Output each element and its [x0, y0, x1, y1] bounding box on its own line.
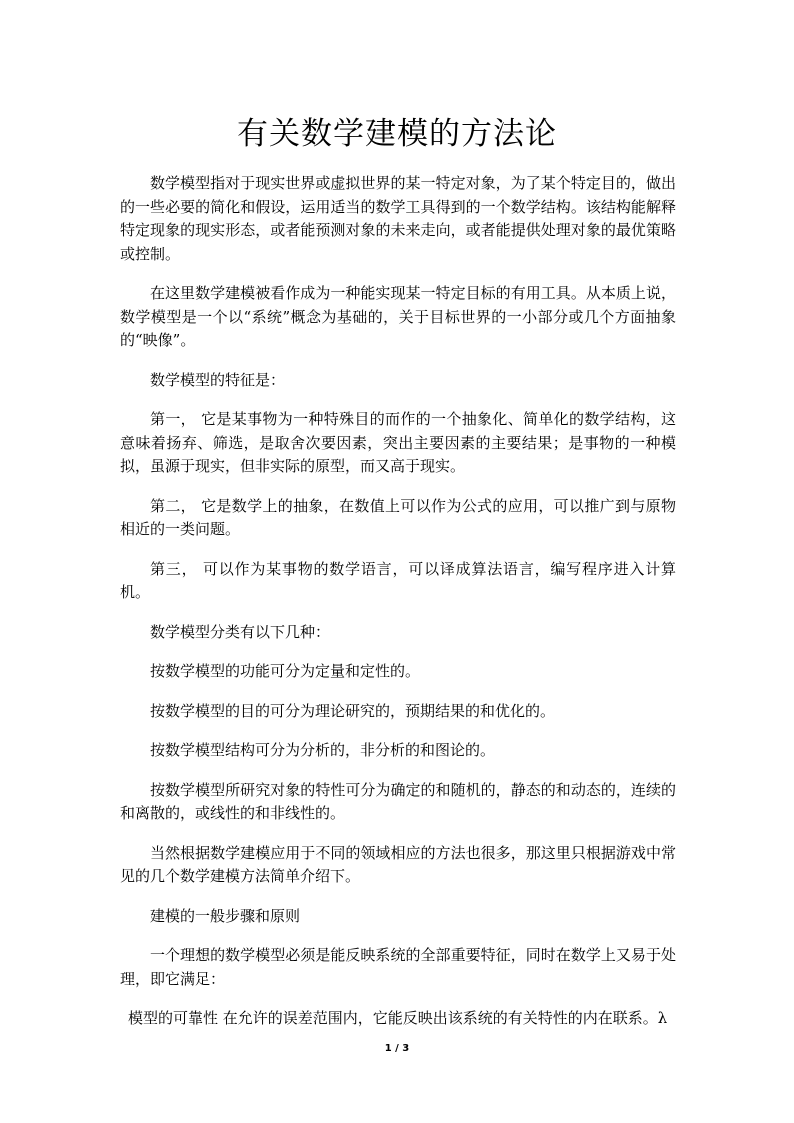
paragraph: 当然根据数学建模应用于不同的领域相应的方法也很多，那这里只根据游戏中常见的几个数学建模方法简单介绍下。	[120, 843, 676, 885]
paragraph: 数学模型分类有以下几种：	[150, 622, 331, 641]
document-body	[120, 172, 676, 1047]
paragraph: 在这里数学建模被看作成为一种能实现某一特定目标的有用工具。从本质上说，数学模型是一个以“系统”概念为基础的，关于目标世界的一小部分或几个方面抽象的“映像”。	[120, 284, 676, 349]
section-heading: 建模的一般步骤和原则	[150, 906, 301, 925]
paragraph: 第一， 它是某事物为一种特殊目的而作的一个抽象化、简单化的数学结构，这意味着扬弃、筛选，是取舍次要因素，突出主要因素的主要结果；是事物的一种模拟，虽源于现实，但非实际的原型，而又高于现实。	[120, 410, 676, 475]
paragraph: 按数学模型结构可分为分析的，非分析的和图论的。	[150, 741, 496, 759]
paragraph: 第三， 可以作为某事物的数学语言，可以译成算法语言，编写程序进入计算机。	[120, 559, 676, 601]
paragraph-last: 模型的可靠性 在允许的误差范围内，它能反映出该系统的有关特性的内在联系。λ	[128, 1009, 668, 1027]
document-title: 有关数学建模的方法论	[237, 116, 557, 152]
paragraph: 一个理想的数学模型必须是能反映系统的全部重要特征，同时在数学上又易于处理，即它满足：	[120, 946, 676, 988]
paragraph: 按数学模型的目的可分为理论研究的，预期结果的和优化的。	[150, 701, 556, 720]
paragraph: 数学模型指对于现实世界或虚拟世界的某一特定对象，为了某个特定目的，做出的一些必要的简化和假设，运用适当的数学工具得到的一个数学结构。该结构能解释特定现象的现实形态，或者能预测对象的未来走向，或者能提供处理对象的最优策略或控制。	[120, 174, 676, 263]
paragraph: 数学模型的特征是：	[150, 370, 286, 389]
paragraph: 第二， 它是数学上的抽象，在数值上可以作为公式的应用，可以推广到与原物相近的一类问题。	[120, 496, 676, 538]
page-number: 1 / 3	[384, 1043, 410, 1054]
paragraph: 按数学模型所研究对象的特性可分为确定的和随机的，静态的和动态的，连续的和离散的，或线性的和非线性的。	[120, 780, 676, 822]
paragraph: 按数学模型的功能可分为定量和定性的。	[150, 662, 421, 680]
